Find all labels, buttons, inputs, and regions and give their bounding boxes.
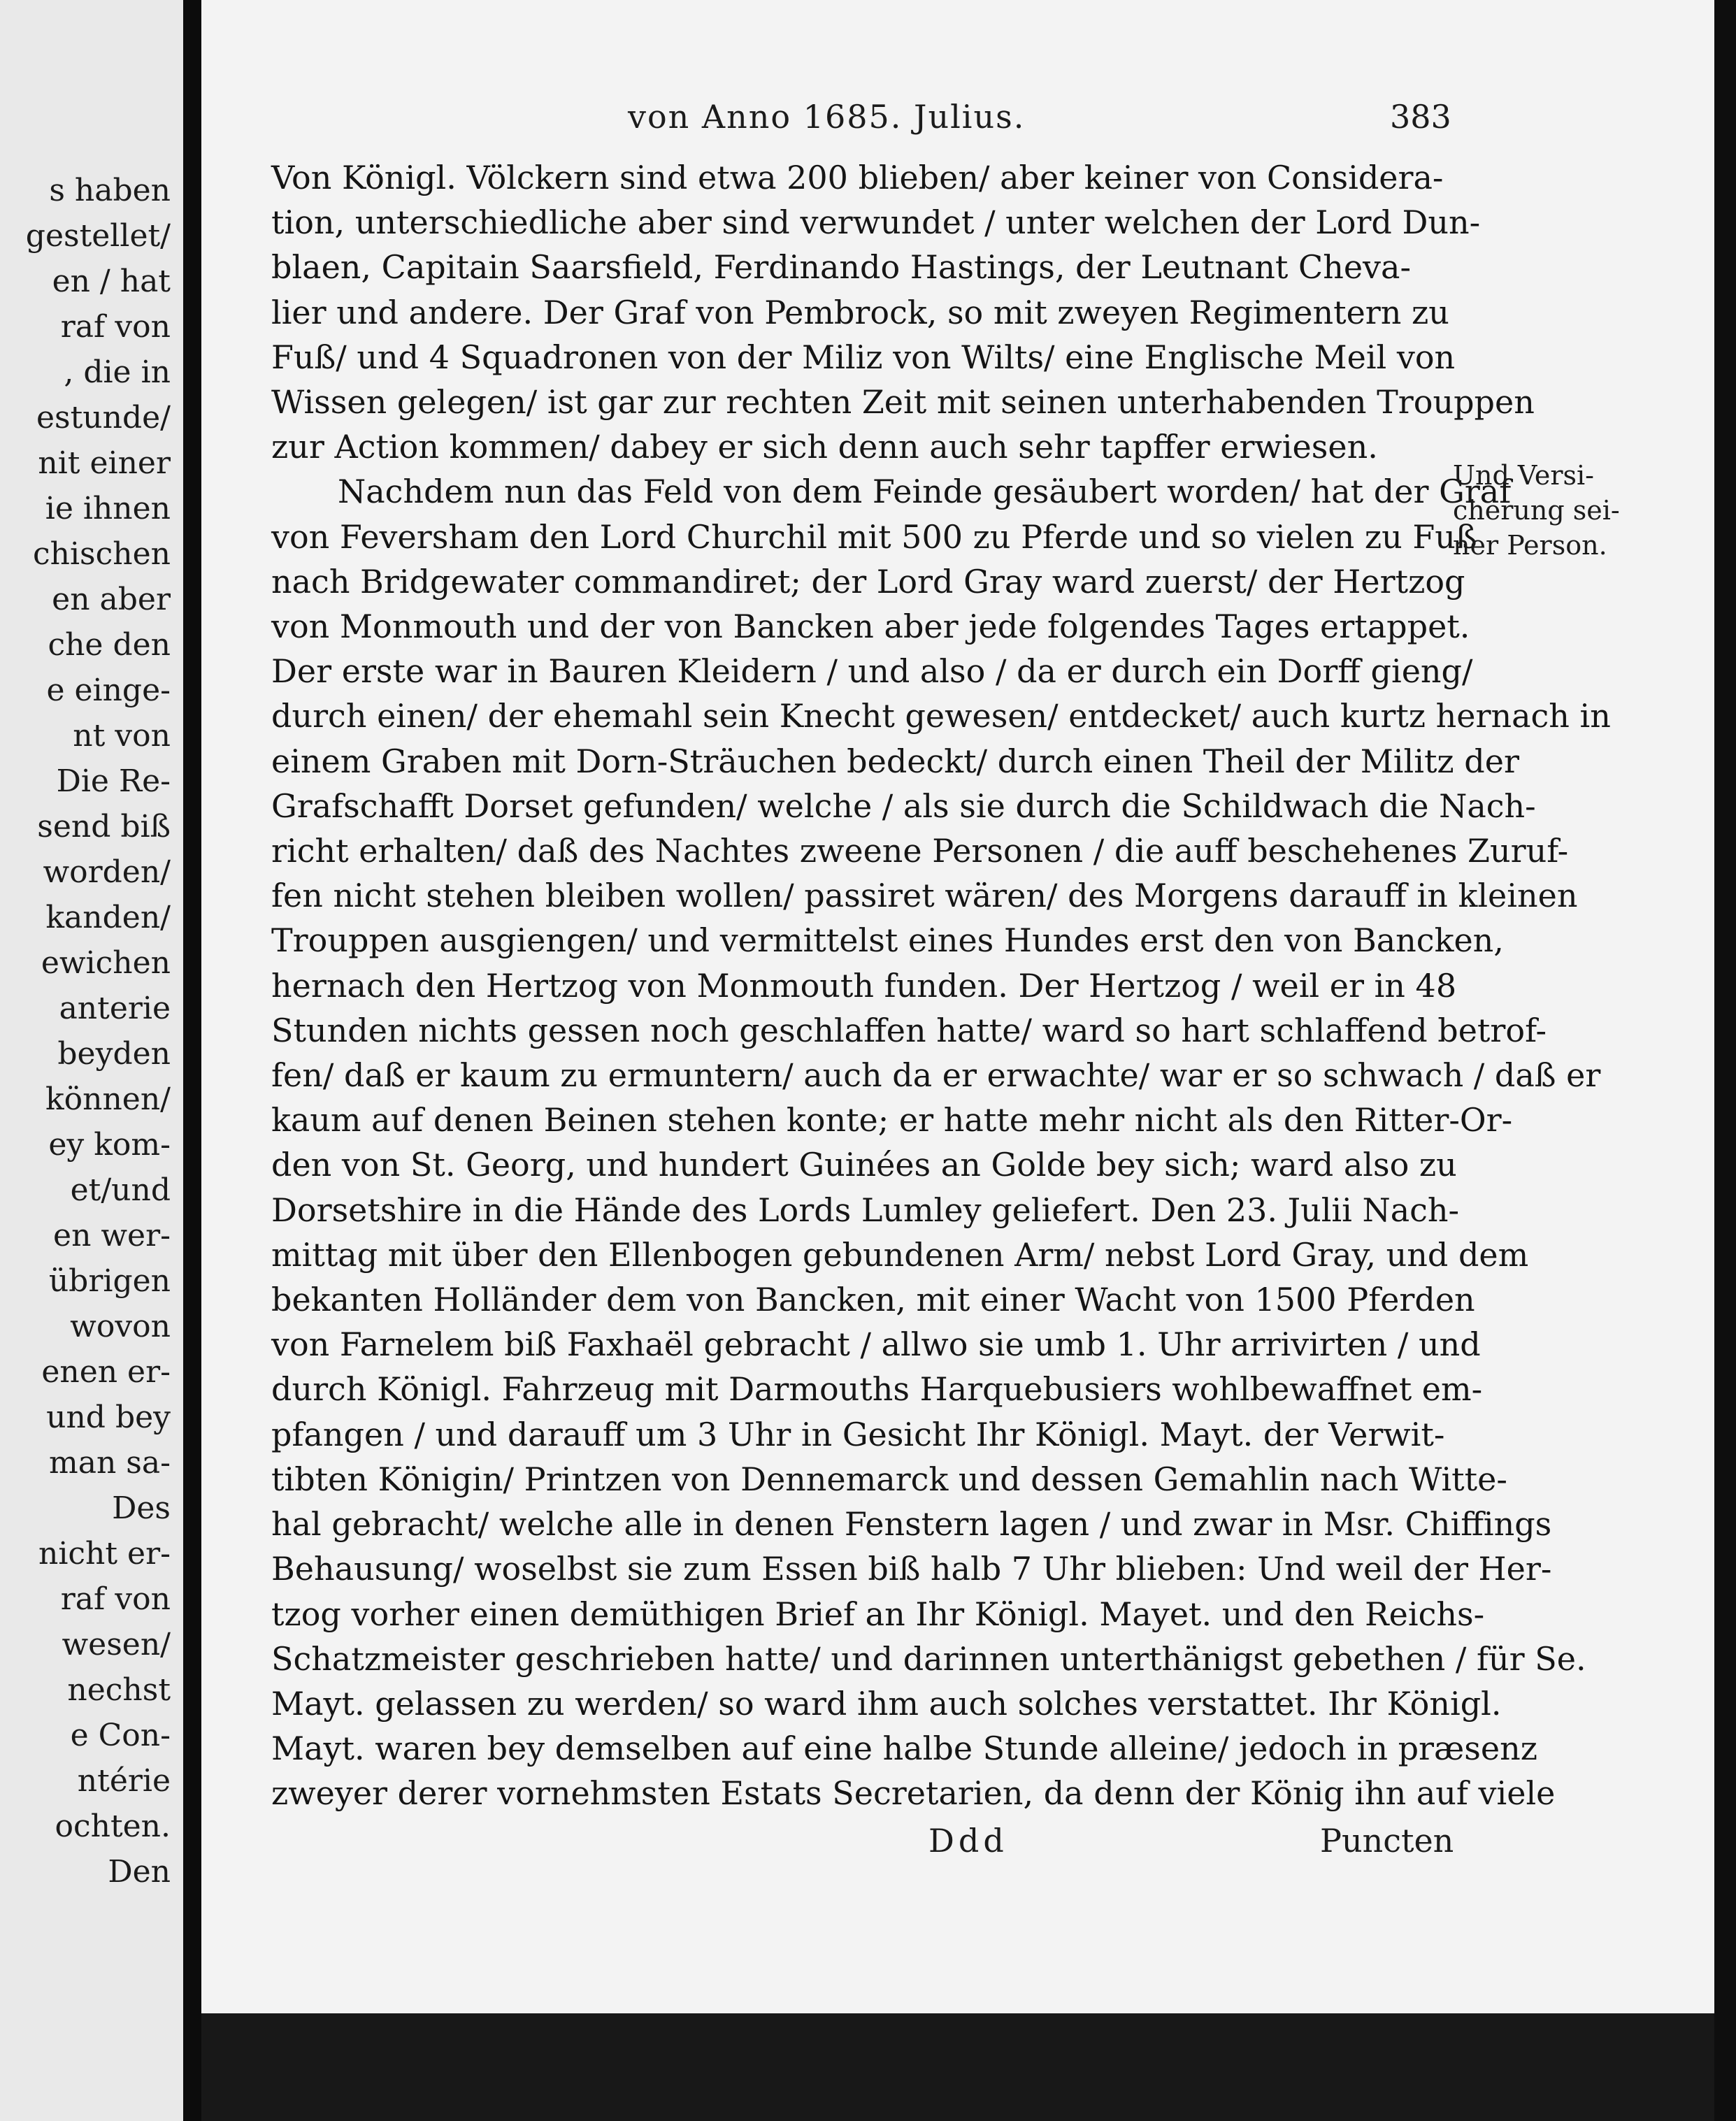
left-page-fragment — [0, 0, 183, 2121]
left-fragment-line: Den — [108, 1854, 171, 1890]
left-fragment-line: anterie — [59, 991, 171, 1026]
text-line: Grafschafft Dorset gefunden/ welche / als sie durch die Schildwach die Nach- — [271, 786, 1536, 825]
running-head: von Anno 1685. Julius. — [628, 98, 1026, 136]
left-fragment-line: kanden/ — [45, 900, 171, 935]
text-line: durch einen/ der ehemahl sein Knecht gewesen/ entdecket/ auch kurtz hernach in — [271, 697, 1611, 735]
left-fragment-line: gestellet/ — [25, 218, 171, 254]
left-page-text — [0, 168, 183, 1894]
text-line: tion, unterschiedliche aber sind verwundet / unter welchen der Lord Dun- — [271, 203, 1481, 242]
text-line: pfangen / und darauff um 3 Uhr in Gesicht Ihr Königl. Mayt. der Verwit- — [271, 1415, 1445, 1453]
left-fragment-line: ntérie — [77, 1763, 171, 1799]
text-line: hal gebracht/ welche alle in denen Fenstern lagen / und zwar in Msr. Chiffings — [271, 1505, 1552, 1544]
text-line: richt erhalten/ daß des Nachtes zweene Personen / die auff beschehenes Zuruf- — [271, 832, 1569, 870]
text-line: fen/ daß er kaum zu ermuntern/ auch da er erwachte/ war er so schwach / daß er — [271, 1056, 1601, 1095]
margin-note-line: cherung sei- — [1453, 495, 1620, 526]
left-fragment-line: en / hat — [52, 264, 171, 299]
left-fragment-line: chischen — [33, 536, 171, 572]
left-fragment-line: en aber — [52, 582, 171, 617]
text-line: von Feversham den Lord Churchil mit 500 zu Pferde und so vielen zu Fuß — [271, 517, 1477, 556]
text-line: fen nicht stehen bleiben wollen/ passiret wären/ des Morgens darauff in kleinen — [271, 877, 1578, 915]
text-line: lier und andere. Der Graf von Pembrock, so mit zweyen Regimentern zu — [271, 293, 1449, 331]
left-fragment-line: wesen/ — [62, 1627, 171, 1662]
text-line: tzog vorher einen demüthigen Brief an Ihr Königl. Mayet. und den Reichs- — [271, 1595, 1485, 1633]
text-line: Stunden nichts gessen noch geschlaffen hatte/ ward so hart schlaffend betrof- — [271, 1011, 1547, 1049]
left-fragment-line: nechst — [67, 1672, 171, 1708]
text-line: Dorsetshire in die Hände des Lords Lumley geliefert. Den 23. Julii Nach- — [271, 1191, 1460, 1229]
text-line: Fuß/ und 4 Squadronen von der Miliz von Wilts/ eine Englische Meil von — [271, 338, 1456, 376]
text-line: mittag mit über den Ellenbogen gebundenen Arm/ nebst Lord Gray, und dem — [271, 1235, 1529, 1274]
left-fragment-line: raf von — [60, 309, 171, 345]
text-line: zweyer derer vornehmsten Estats Secretarien, da denn der König ihn auf viele — [271, 1774, 1556, 1813]
text-line: Trouppen ausgiengen/ und vermittelst eines Hundes erst den von Bancken, — [271, 921, 1504, 960]
page-gutter — [183, 0, 201, 2121]
text-line: kaum auf denen Beinen stehen konte; er hatte mehr nicht als den Ritter-Or- — [271, 1101, 1513, 1139]
signature-mark: Ddd — [928, 1822, 1008, 1860]
left-fragment-line: worden/ — [43, 854, 171, 890]
text-line: den von St. Georg, und hundert Guinées an Golde bey sich; ward also zu — [271, 1146, 1457, 1184]
left-fragment-line: ochten. — [55, 1809, 171, 1844]
left-fragment-line: che den — [48, 627, 171, 663]
left-fragment-line: raf von — [60, 1581, 171, 1617]
left-fragment-line: estunde/ — [36, 400, 171, 436]
left-fragment-line: en wer- — [53, 1218, 171, 1253]
left-fragment-line: s haben — [49, 173, 171, 208]
text-line: von Monmouth und der von Bancken aber jede folgendes Tages ertappet. — [271, 607, 1470, 646]
margin-note-line: Und Versi- — [1453, 460, 1595, 491]
margin-note-line: ner Person. — [1453, 530, 1607, 561]
text-line: blaen, Capitain Saarsfield, Ferdinando Hastings, der Leutnant Cheva- — [271, 248, 1412, 287]
text-line: bekanten Holländer dem von Bancken, mit einer Wacht von 1500 Pferden — [271, 1281, 1475, 1319]
text-line: durch Königl. Fahrzeug mit Darmouths Harquebusiers wohlbewaffnet em- — [271, 1370, 1483, 1409]
left-fragment-line: man sa- — [49, 1445, 171, 1481]
text-line: Mayt. waren bey demselben auf eine halbe Stunde alleine/ jedoch in præsenz — [271, 1730, 1537, 1768]
left-fragment-line: Die Re- — [56, 763, 171, 799]
left-fragment-line: beyden — [57, 1036, 171, 1072]
catchword: Puncten — [1320, 1822, 1454, 1860]
main-page — [201, 0, 1736, 2121]
left-fragment-line: können/ — [45, 1081, 171, 1117]
page-number: 383 — [1390, 98, 1451, 136]
left-fragment-line: nt von — [73, 718, 171, 754]
text-line: Mayt. gelassen zu werden/ so ward ihm auch solches verstattet. Ihr Königl. — [271, 1684, 1502, 1723]
left-fragment-line: übrigen — [48, 1263, 171, 1299]
text-line: nach Bridgewater commandiret; der Lord Gray ward zuerst/ der Hertzog — [271, 562, 1465, 601]
left-fragment-line: send biß — [37, 809, 171, 844]
left-fragment-line: e Con- — [70, 1718, 171, 1753]
left-fragment-line: enen er- — [41, 1354, 171, 1390]
left-fragment-line: et/und — [70, 1172, 171, 1208]
text-line: Von Königl. Völckern sind etwa 200 blieben/ aber keiner von Considera- — [271, 159, 1444, 196]
left-fragment-line: Des — [112, 1490, 171, 1526]
text-line: Schatzmeister geschrieben hatte/ und darinnen unterthänigst gebethen / für Se. — [271, 1639, 1586, 1678]
text-line: hernach den Hertzog von Monmouth funden. Der Hertzog / weil er in 48 — [271, 966, 1457, 1005]
text-line: zur Action kommen/ dabey er sich denn auch sehr tapffer erwiesen. — [271, 428, 1378, 466]
left-fragment-line: e einge- — [46, 673, 171, 708]
left-fragment-line: nit einer — [38, 445, 171, 481]
text-line: Der erste war in Bauren Kleidern / und also / da er durch ein Dorff gieng/ — [271, 652, 1473, 691]
scan-right-border — [1714, 0, 1736, 2121]
left-fragment-line: und bey — [46, 1400, 171, 1435]
text-line: von Farnelem biß Faxhaël gebracht / allwo sie umb 1. Uhr arrivirten / und — [271, 1325, 1481, 1364]
text-line: einem Graben mit Dorn-Sträuchen bedeckt/ durch einen Theil der Militz der — [271, 742, 1519, 780]
left-fragment-line: ewichen — [41, 945, 171, 981]
left-fragment-line: , die in — [64, 354, 171, 390]
text-line: Nachdem nun das Feld von dem Feinde gesäubert worden/ hat der Graf — [338, 473, 1512, 511]
page-footer — [201, 1818, 1736, 1867]
left-fragment-line: nicht er- — [38, 1536, 171, 1572]
text-line: Wissen gelegen/ ist gar zur rechten Zeit mit seinen unterhabenden Trouppen — [271, 383, 1535, 422]
page-header — [201, 91, 1736, 147]
left-fragment-line: ey kom- — [48, 1127, 171, 1163]
left-fragment-line: wovon — [70, 1309, 171, 1344]
scan-bottom-border — [201, 2013, 1714, 2121]
text-line: Behausung/ woselbst sie zum Essen biß halb 7 Uhr blieben: Und weil der Her- — [271, 1550, 1552, 1588]
text-line: tibten Königin/ Printzen von Dennemarck und dessen Gemahlin nach Witte- — [271, 1460, 1507, 1498]
margin-note — [1453, 458, 1621, 563]
left-fragment-line: ie ihnen — [45, 491, 171, 526]
